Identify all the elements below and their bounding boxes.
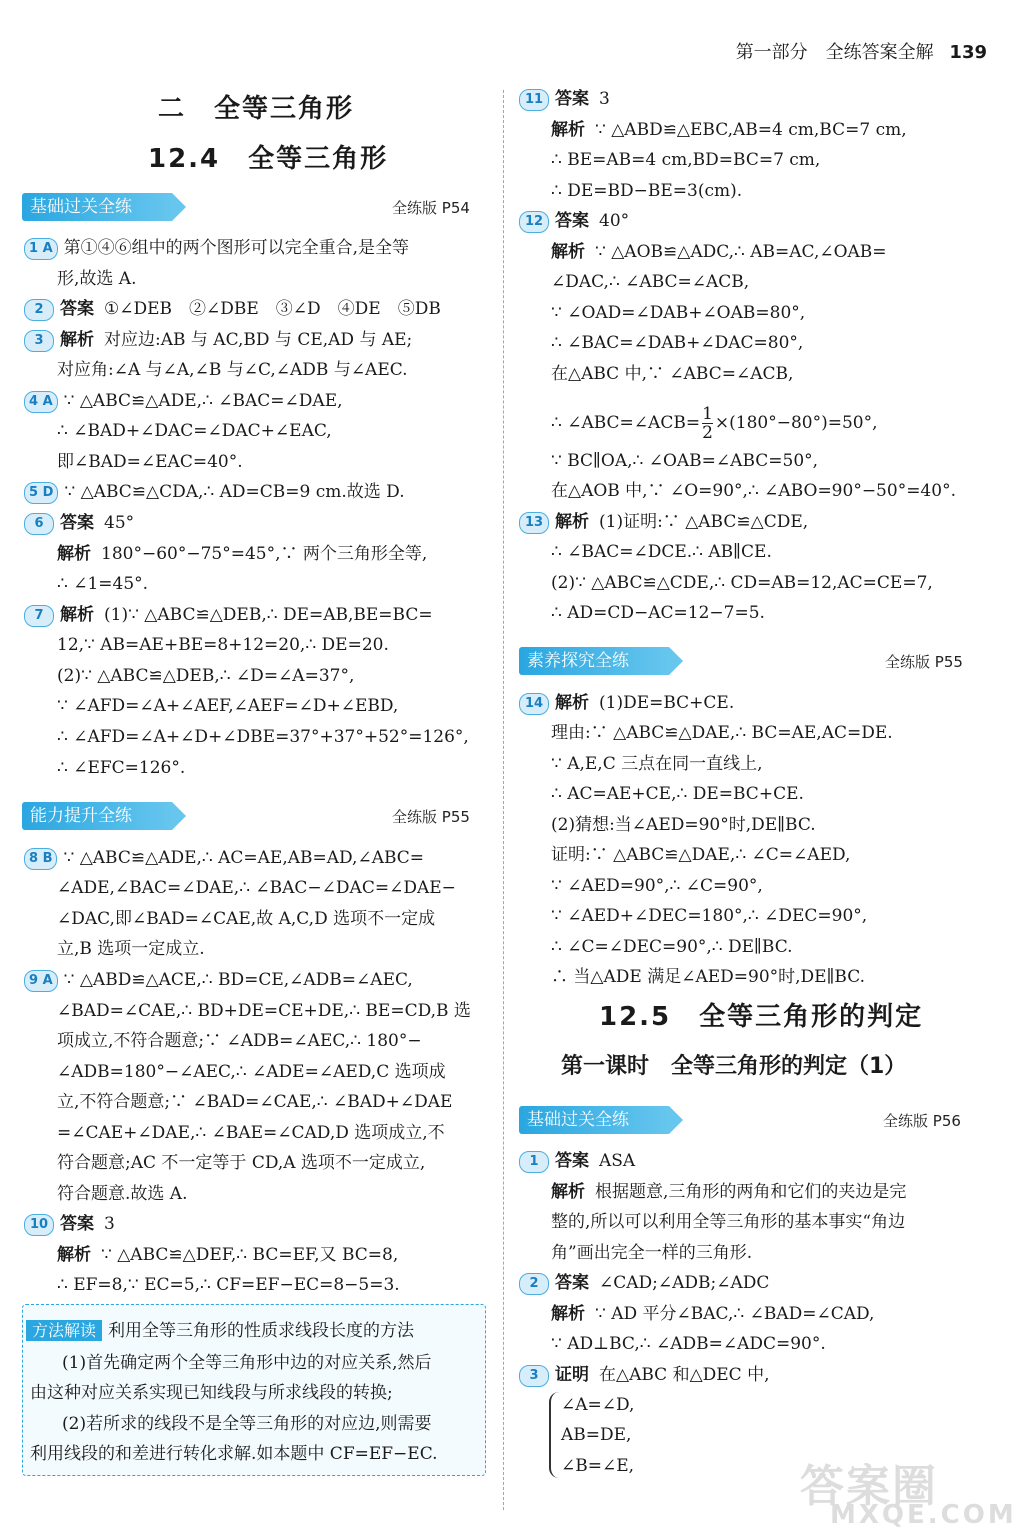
solution-line: 立,B 选项一定成立. xyxy=(57,939,205,959)
question-text: ∵ △ABC≌△ADE,∴ AC=AE,AB=AD,∠ABC= xyxy=(63,848,425,868)
banner-basic-ref: 全练版 P54 xyxy=(392,199,470,217)
fraction-denominator: 2 xyxy=(702,423,713,443)
question-number: 6 xyxy=(24,513,54,535)
solution-line: 证明:∵ △ABC≌△DAE,∴ ∠C=∠AED, xyxy=(551,845,851,865)
answer-label: 答案 xyxy=(60,1214,94,1234)
banner-basic-2: 基础过关全练 xyxy=(519,1106,669,1134)
solution-line: ∠DAC,即∠BAD=∠CAE,故 A,C,D 选项不一定成 xyxy=(57,909,436,929)
analysis-label: 解析 xyxy=(555,512,589,532)
method-line: 由这种对应关系实现已知线段与所求线段的转换; xyxy=(30,1383,393,1403)
question-number: 9 A xyxy=(24,970,58,992)
proof-text: 在△ABC 和△DEC 中, xyxy=(599,1365,770,1385)
analysis-text: ∵ △AOB≌△ADC,∴ AB=AC,∠OAB= xyxy=(595,242,887,262)
solution-line: ∵ BC∥OA,∴ ∠OAB=∠ABC=50°, xyxy=(551,451,819,471)
solution-line: 符合题意.故选 A. xyxy=(57,1184,188,1204)
r-question-2-analysis xyxy=(551,1303,874,1325)
question-9 xyxy=(24,969,413,992)
question-text: ∵ △ABC≌△ADE,∴ ∠BAC=∠DAE, xyxy=(63,391,343,411)
solution-line: ∴ 当△ADE 满足∠AED=90°时,DE∥BC. xyxy=(551,967,866,987)
question-13 xyxy=(519,511,808,534)
question-1-cont: 形,故选 A. xyxy=(57,269,137,289)
question-11-analysis xyxy=(551,119,907,141)
solution-line: 整的,所以可以利用全等三角形的基本事实“角边 xyxy=(551,1212,906,1232)
question-number: 2 xyxy=(519,1273,549,1295)
analysis-label: 解析 xyxy=(60,605,94,625)
question-number: 12 xyxy=(519,211,549,233)
question-number: 14 xyxy=(519,693,549,715)
question-text: ∵ △ABC≌△CDA,∴ AD=CB=9 cm.故选 D. xyxy=(64,482,405,502)
question-5 xyxy=(24,481,405,504)
question-10-analysis xyxy=(57,1244,398,1266)
solution-line: =∠CAE+∠DAE,∴ ∠BAE=∠CAD,D 选项成立,不 xyxy=(57,1123,445,1143)
method-line: (2)若所求的线段不是全等三角形的对应边,则需要 xyxy=(62,1414,432,1434)
lesson-heading: 第一课时 全等三角形的判定（1） xyxy=(561,1054,907,1079)
watermark-url: MXQE.COM xyxy=(830,1500,1017,1530)
solution-line: ∵ A,E,C 三点在同一直线上, xyxy=(551,754,763,774)
solution-line: ∴ EF=8,∵ EC=5,∴ CF=EF−EC=8−5=3. xyxy=(57,1275,400,1295)
analysis-text: ∵ AD 平分∠BAC,∴ ∠BAD=∠CAD, xyxy=(595,1304,875,1324)
solution-text: ∴ ∠ABC=∠ACB= xyxy=(551,413,701,433)
question-6-analysis xyxy=(57,543,427,565)
banner-explore: 素养探究全练 xyxy=(519,647,669,675)
analysis-label: 解析 xyxy=(555,693,589,713)
answer-label: 答案 xyxy=(60,513,94,533)
question-number: 1 xyxy=(519,1151,549,1173)
solution-line: ∴ ∠1=45°. xyxy=(57,574,149,594)
column-divider xyxy=(503,90,504,1510)
solution-line: (2)猜想:当∠AED=90°时,DE∥BC. xyxy=(551,815,816,835)
question-3 xyxy=(24,329,412,352)
question-1 xyxy=(24,237,409,260)
condition-brace xyxy=(549,1392,559,1478)
question-text: ∵ △ABD≌△ACE,∴ BD=CE,∠ADB=∠AEC, xyxy=(63,970,413,990)
r-question-3 xyxy=(519,1364,770,1387)
solution-line: ∴ ∠AFD=∠A+∠D+∠DBE=37°+37°+52°=126°, xyxy=(57,727,469,747)
question-text: 第①④⑥组中的两个图形可以完全重合,是全等 xyxy=(63,238,410,258)
analysis-text: 180°−60°−75°=45°,∵ 两个三角形全等, xyxy=(101,544,428,564)
solution-line: ∴ ∠BAD+∠DAC=∠DAC+∠EAC, xyxy=(57,421,332,441)
solution-line: ∴ AD=CD−AC=12−7=5. xyxy=(551,603,765,623)
analysis-text: ∵ △ABD≌△EBC,AB=4 cm,BC=7 cm, xyxy=(595,120,907,140)
solution-line: ∠ADB=180°−∠AEC,∴ ∠ADE=∠AED,C 选项成 xyxy=(57,1062,446,1082)
question-4 xyxy=(24,390,343,413)
question-7 xyxy=(24,604,433,627)
answer-text: 40° xyxy=(599,211,630,231)
solution-line: ∴ ∠C=∠DEC=90°,∴ DE∥BC. xyxy=(551,937,793,957)
condition-line: AB=DE, xyxy=(561,1425,632,1445)
chapter-title: 二 全等三角形 xyxy=(158,94,355,124)
solution-line: 在△AOB 中,∵ ∠O=90°,∴ ∠ABO=90°−50°=40°. xyxy=(551,481,956,501)
question-14 xyxy=(519,692,734,715)
method-title: 利用全等三角形的性质求线段长度的方法 xyxy=(108,1321,415,1341)
watermark-logo: 答案圈 xyxy=(800,1461,938,1512)
answer-label: 答案 xyxy=(555,89,589,109)
question-number: 1 A xyxy=(24,238,58,260)
solution-line: ∵ ∠AFD=∠A+∠AEF,∠AEF=∠D+∠EBD, xyxy=(57,696,399,716)
solution-line: ∵ ∠AED+∠DEC=180°,∴ ∠DEC=90°, xyxy=(551,906,868,926)
question-8 xyxy=(24,847,424,870)
proof-label: 证明 xyxy=(555,1365,589,1385)
banner-basic: 基础过关全练 xyxy=(22,193,172,221)
question-number: 8 B xyxy=(24,848,57,870)
r-question-1 xyxy=(519,1150,635,1173)
solution-line: 符合题意;AC 不一定等于 CD,A 选项不一定成立, xyxy=(57,1153,426,1173)
solution-line: ∴ ∠BAC=∠DCE.∴ AB∥CE. xyxy=(551,542,772,562)
question-number: 13 xyxy=(519,512,549,534)
solution-line: 角”画出完全一样的三角形. xyxy=(551,1243,753,1263)
analysis-text: (1)DE=BC+CE. xyxy=(599,693,735,713)
analysis-text: (1)∵ △ABC≌△DEB,∴ DE=AB,BE=BC= xyxy=(104,605,433,625)
solution-line: ∴ AC=AE+CE,∴ DE=BC+CE. xyxy=(551,784,804,804)
answer-label: 答案 xyxy=(60,299,94,319)
solution-line: (2)∵ △ABC≌△DEB,∴ ∠D=∠A=37°, xyxy=(57,666,355,686)
banner-ability-ref: 全练版 P55 xyxy=(392,808,470,826)
solution-line: ∴ ∠BAC=∠DAB+∠DAC=80°, xyxy=(551,333,804,353)
question-10 xyxy=(24,1213,115,1236)
question-number: 10 xyxy=(24,1214,54,1236)
question-number: 3 xyxy=(519,1365,549,1387)
page-header xyxy=(736,38,987,64)
analysis-label: 解析 xyxy=(57,544,91,564)
question-2 xyxy=(24,298,441,321)
solution-line: (2)∵ △ABC≌△CDE,∴ CD=AB=12,AC=CE=7, xyxy=(551,573,933,593)
answer-label: 答案 xyxy=(555,1151,589,1171)
answer-text: ASA xyxy=(599,1151,636,1171)
section-title: 第一部分 全练答案全解 xyxy=(735,42,934,63)
r-question-2 xyxy=(519,1272,769,1295)
analysis-label: 解析 xyxy=(60,330,94,350)
answer-text: ①∠DEB ②∠DBE ③∠D ④DE ⑤DB xyxy=(104,299,441,319)
solution-line: ∴ DE=BD−BE=3(cm). xyxy=(551,181,743,201)
solution-line: ∴ BE=AB=4 cm,BD=BC=7 cm, xyxy=(551,150,821,170)
solution-line: ∴ ∠EFC=126°. xyxy=(57,758,186,778)
analysis-line: 对应角:∠A 与∠A,∠B 与∠C,∠ADB 与∠AEC. xyxy=(57,360,408,380)
answer-text: 3 xyxy=(104,1214,115,1234)
question-number: 11 xyxy=(519,89,549,111)
r-question-1-analysis xyxy=(551,1181,906,1203)
method-line: 利用线段的和差进行转化求解.如本题中 CF=EF−EC. xyxy=(30,1444,438,1464)
fraction-line xyxy=(551,405,878,442)
analysis-label: 解析 xyxy=(551,1182,585,1202)
condition-line: ∠A=∠D, xyxy=(561,1395,635,1415)
analysis-label: 解析 xyxy=(551,242,585,262)
solution-line: ∵ AD⊥BC,∴ ∠ADB=∠ADC=90°. xyxy=(551,1334,826,1354)
answer-label: 答案 xyxy=(555,211,589,231)
solution-line: 项成立,不符合题意;∵ ∠ADB=∠AEC,∴ 180°− xyxy=(57,1031,422,1051)
question-number: 2 xyxy=(24,299,54,321)
question-number: 3 xyxy=(24,330,54,352)
question-6 xyxy=(24,512,134,535)
analysis-text: ∵ △ABC≌△DEF,∴ BC=EF,又 BC=8, xyxy=(101,1245,399,1265)
banner-ability: 能力提升全练 xyxy=(22,802,172,830)
solution-text: ×(180°−80°)=50°, xyxy=(714,413,878,433)
section-heading-2: 12.5 全等三角形的判定 xyxy=(599,1002,924,1032)
solution-line: ∠BAD=∠CAE,∴ BD+DE=CE+DE,∴ BE=CD,B 选 xyxy=(57,1001,471,1021)
page-number: 139 xyxy=(949,42,987,63)
question-12 xyxy=(519,210,629,233)
analysis-label: 解析 xyxy=(551,120,585,140)
method-tag: 方法解读 xyxy=(26,1320,102,1341)
banner-basic-2-ref: 全练版 P56 xyxy=(883,1112,961,1130)
answer-text: 45° xyxy=(104,513,135,533)
solution-line: ∠DAC,∴ ∠ABC=∠ACB, xyxy=(551,272,750,292)
analysis-label: 解析 xyxy=(57,1245,91,1265)
fraction xyxy=(702,405,713,442)
solution-line: 理由:∵ △ABC≌△DAE,∴ BC=AE,AC=DE. xyxy=(551,723,893,743)
analysis-text: (1)证明:∵ △ABC≌△CDE, xyxy=(599,512,809,532)
solution-line: ∠ADE,∠BAC=∠DAE,∴ ∠BAC−∠DAC=∠DAE− xyxy=(57,878,456,898)
analysis-text: 根据题意,三角形的两角和它们的夹边是完 xyxy=(595,1182,907,1202)
section-heading: 12.4 全等三角形 xyxy=(148,144,389,174)
question-number: 5 D xyxy=(24,482,58,504)
question-12-analysis xyxy=(551,241,887,263)
analysis-label: 解析 xyxy=(551,1304,585,1324)
fraction-numerator: 1 xyxy=(702,404,713,424)
answer-text: ∠CAD;∠ADB;∠ADC xyxy=(599,1273,770,1293)
solution-line: 立,不符合题意;∵ ∠BAD=∠CAE,∴ ∠BAD+∠DAE xyxy=(57,1092,453,1112)
answer-text: 3 xyxy=(599,89,610,109)
method-line: (1)首先确定两个全等三角形中边的对应关系,然后 xyxy=(62,1353,432,1373)
question-number: 4 A xyxy=(24,391,58,413)
solution-line: ∵ ∠OAD=∠DAB+∠OAB=80°, xyxy=(551,303,806,323)
solution-line: ∵ ∠AED=90°,∴ ∠C=90°, xyxy=(551,876,763,896)
solution-line: 12,∵ AB=AE+BE=8+12=20,∴ DE=20. xyxy=(57,635,389,655)
question-number: 7 xyxy=(24,605,54,627)
answer-label: 答案 xyxy=(555,1273,589,1293)
solution-line: 即∠BAD=∠EAC=40°. xyxy=(57,452,243,472)
analysis-text: 对应边:AB 与 AC,BD 与 CE,AD 与 AE; xyxy=(104,330,413,350)
solution-line: 在△ABC 中,∵ ∠ABC=∠ACB, xyxy=(551,364,794,384)
question-11 xyxy=(519,88,610,111)
banner-explore-ref: 全练版 P55 xyxy=(885,653,963,671)
condition-line: ∠B=∠E, xyxy=(561,1456,635,1476)
method-heading xyxy=(26,1320,414,1342)
